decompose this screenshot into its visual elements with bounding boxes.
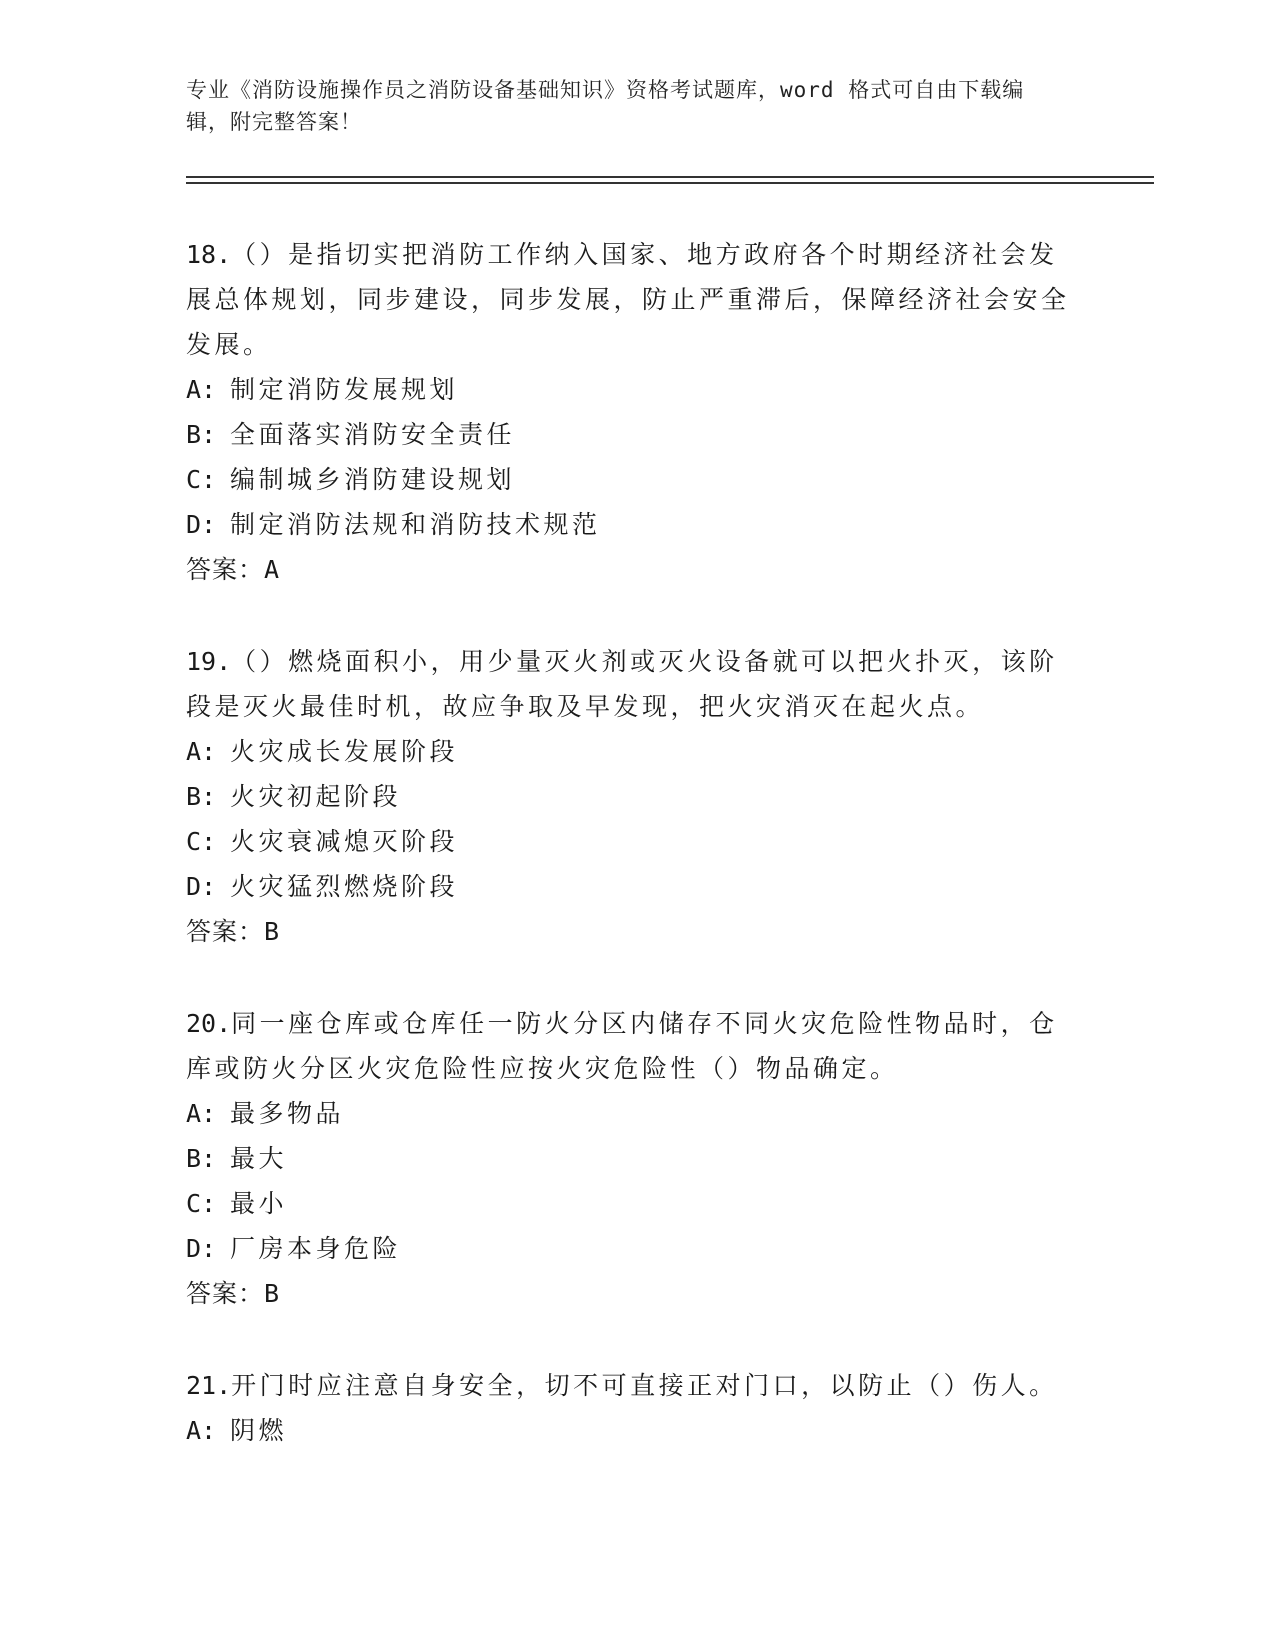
- option-d: [186, 502, 1086, 547]
- option-a: [186, 1091, 1086, 1136]
- header-divider-bottom: [186, 182, 1154, 184]
- option-letter: D:: [186, 510, 217, 539]
- option-letter: A:: [186, 737, 217, 766]
- document-header: [186, 74, 1066, 138]
- option-letter: A:: [186, 1099, 217, 1128]
- option-letter: C:: [186, 827, 217, 856]
- option-text: 火灾猛烈燃烧阶段: [230, 872, 459, 901]
- option-letter: C:: [186, 1189, 217, 1218]
- answer-line: 答案：A: [186, 555, 281, 584]
- question-stem: [186, 1001, 1086, 1091]
- question-number: 20.: [186, 1009, 232, 1038]
- option-letter: B:: [186, 420, 217, 449]
- answer-line: 答案：B: [186, 1279, 281, 1308]
- answer-line: 答案：B: [186, 917, 281, 946]
- option-letter: D:: [186, 1234, 217, 1263]
- option-text: 制定消防发展规划: [230, 375, 459, 404]
- option-letter: C:: [186, 465, 217, 494]
- header-divider-top: [186, 176, 1154, 178]
- question-number: 19.: [186, 647, 232, 676]
- option-text: 火灾衰减熄灭阶段: [230, 827, 459, 856]
- option-letter: D:: [186, 872, 217, 901]
- option-letter: A:: [186, 1416, 217, 1445]
- option-c: [186, 457, 1086, 502]
- question-list: [186, 232, 1086, 1500]
- question-number: 21.: [186, 1371, 232, 1400]
- option-text: 火灾初起阶段: [230, 782, 402, 811]
- option-letter: B:: [186, 1144, 217, 1173]
- option-a: [186, 729, 1086, 774]
- option-text: 编制城乡消防建设规划: [230, 465, 516, 494]
- option-a: [186, 367, 1086, 412]
- option-text: 全面落实消防安全责任: [230, 420, 516, 449]
- question-stem: [186, 1363, 1086, 1408]
- option-text: 最小: [230, 1189, 288, 1218]
- option-b: [186, 412, 1086, 457]
- question-21: [186, 1363, 1086, 1453]
- option-d: [186, 1226, 1086, 1271]
- header-text: 专业《消防设施操作员之消防设备基础知识》资格考试题库，word 格式可自由下载编辑，附完整答案！: [186, 78, 1025, 134]
- question-text: 开门时应注意自身安全，切不可直接正对门口，以防止（）伤人。: [231, 1371, 1058, 1400]
- option-text: 最多物品: [230, 1099, 345, 1128]
- option-text: 阴燃: [230, 1416, 288, 1445]
- option-letter: B:: [186, 782, 217, 811]
- option-text: 制定消防法规和消防技术规范: [230, 510, 601, 539]
- option-c: [186, 819, 1086, 864]
- question-20: [186, 1001, 1086, 1316]
- option-c: [186, 1181, 1086, 1226]
- option-d: [186, 864, 1086, 909]
- option-b: [186, 1136, 1086, 1181]
- question-stem: [186, 232, 1086, 367]
- option-letter: A:: [186, 375, 217, 404]
- option-text: 厂房本身危险: [230, 1234, 402, 1263]
- question-18: [186, 232, 1086, 592]
- option-text: 火灾成长发展阶段: [230, 737, 459, 766]
- option-a: [186, 1408, 1086, 1453]
- question-text: （）燃烧面积小，用少量灭火剂或灭火设备就可以把火扑灭，该阶段是灭火最佳时机，故应争取及早发现，把火灾消灭在起火点。: [186, 647, 1058, 721]
- question-text: （）是指切实把消防工作纳入国家、地方政府各个时期经济社会发展总体规划，同步建设，同步发展，防止严重滞后，保障经济社会安全发展。: [186, 240, 1070, 359]
- question-number: 18.: [186, 240, 232, 269]
- question-19: [186, 639, 1086, 954]
- option-text: 最大: [230, 1144, 288, 1173]
- question-stem: [186, 639, 1086, 729]
- option-b: [186, 774, 1086, 819]
- question-text: 同一座仓库或仓库任一防火分区内储存不同火灾危险性物品时，仓库或防火分区火灾危险性应按火灾危险性（）物品确定。: [186, 1009, 1058, 1083]
